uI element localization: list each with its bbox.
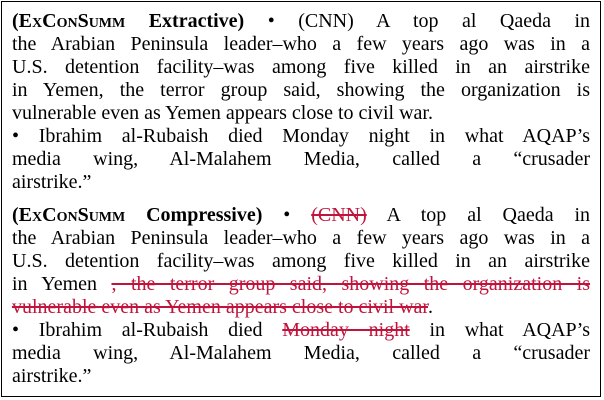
bullet: • xyxy=(267,10,275,32)
text-line: the Arabian Peninsula leader–who a few years ago was in a xyxy=(12,33,590,55)
deleted-text: vulnerable even as Yemen appears close to civil war xyxy=(12,296,428,318)
compressive-label: (ExConSumm Compressive) xyxy=(12,204,263,226)
bullet: • xyxy=(283,204,291,226)
text-line: U.S. detention facility–was among five killed in an airstrike xyxy=(12,56,590,78)
bullet: • xyxy=(12,125,20,147)
text-line: vulnerable even as Yemen appears close to civil war. xyxy=(12,102,433,124)
text-line: vulnerable even as Yemen appears close to civil war. xyxy=(12,296,433,318)
deleted-text: , the terror group said, showing the organization is xyxy=(111,273,590,295)
text-line: in Yemen, the terror group said, showing the organization is xyxy=(12,79,590,101)
text-line: (ExConSumm Compressive) • (CNN) A top al Qaeda in xyxy=(12,204,591,226)
text-line: U.S. detention facility–was among five killed in an airstrike xyxy=(12,250,590,272)
text-line: in Yemen , the terror group said, showing the organization is xyxy=(12,273,590,295)
text-line: media wing, Al-Malahem Media, called a “crusader xyxy=(12,342,590,364)
bullet: • xyxy=(12,319,20,341)
extractive-label: (ExConSumm Extractive) xyxy=(12,10,245,32)
extractive-summary xyxy=(12,10,590,194)
text-line: the Arabian Peninsula leader–who a few years ago was in a xyxy=(12,227,590,249)
deleted-text: (CNN) xyxy=(311,204,367,226)
text-line: (ExConSumm Extractive) • (CNN) A top al Qaeda in xyxy=(12,10,591,32)
deleted-text: Monday night xyxy=(282,319,410,341)
text-line: airstrike.” xyxy=(12,365,92,387)
text-line: airstrike.” xyxy=(12,171,92,193)
text-line: • Ibrahim al-Rubaish died Monday night in what AQAP’s xyxy=(12,125,591,147)
model-name: ExConSumm xyxy=(18,10,126,32)
text-line: • Ibrahim al-Rubaish died Monday night in what AQAP’s xyxy=(12,319,591,341)
summary-figure xyxy=(1,1,601,397)
compressive-summary xyxy=(12,204,590,388)
model-name: ExConSumm xyxy=(18,204,126,226)
text-line: media wing, Al-Malahem Media, called a “crusader xyxy=(12,148,590,170)
